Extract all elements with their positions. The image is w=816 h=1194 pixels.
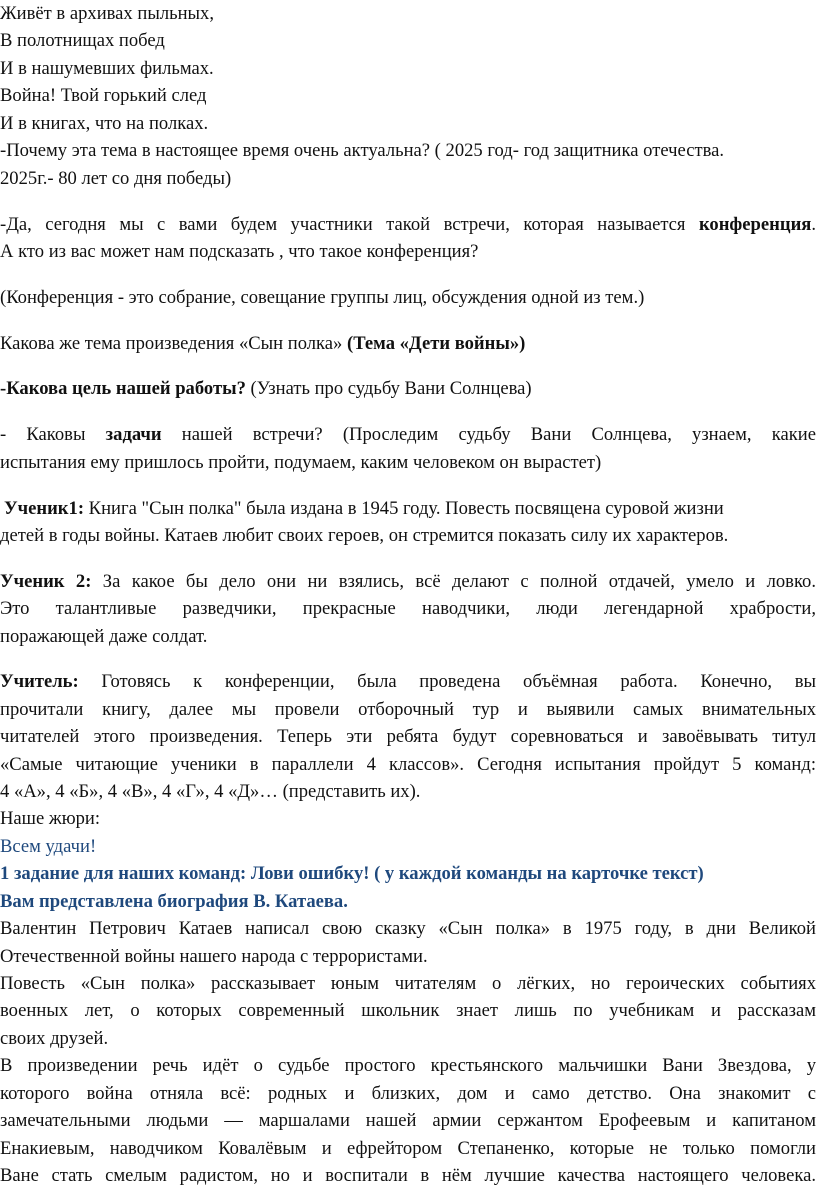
conference-paragraph-line	[0, 211, 816, 238]
bio-line: которого война отняла всё: родных и близких, дом и само детство. Она знакомит с	[0, 1083, 816, 1104]
bio-line: Повесть «Сын полка» рассказывает юным читателям о лёгких, но героических событиях	[0, 973, 816, 994]
student1-text: Книга "Сын полка" была издана в 1945 году. Повесть посвящена суровой жизни	[84, 498, 724, 519]
poem-line: Война! Твой горький след	[0, 85, 207, 106]
teacher-paragraph-line	[0, 668, 816, 695]
conference-definition: (Конференция - это собрание, совещание группы лиц, обсуждения одной из тем.)	[0, 287, 645, 308]
bio-line: своих друзей.	[0, 1028, 109, 1049]
teacher-text: Готовясь к конференции, была проведена объёмная работа. Конечно, вы	[78, 671, 816, 692]
task1-heading-text: 1 задание для наших команд: Лови ошибку! ( у каждой команды на карточке текст)	[0, 863, 704, 884]
bio-line: Енакиевым, наводчиком Ковалёвым и ефрейтором Степаненко, которые не только помогли	[0, 1138, 816, 1159]
tasks-text: - Каковы	[0, 424, 106, 445]
relevance-question-line: 2025г.- 80 лет со дня победы)	[0, 168, 232, 189]
student2-paragraph-line: поражающей даже солдат.	[0, 626, 208, 647]
student2-label: Ученик 2:	[0, 571, 92, 592]
goal-answer: (Узнать про судьбу Вани Солнцева)	[245, 378, 532, 399]
poem-line: В полотнищах побед	[0, 30, 165, 51]
student2-paragraph-line	[0, 568, 816, 595]
bio-line: военных лет, о которых современный школьник знает лишь по учебникам и рассказам	[0, 1000, 816, 1021]
teacher-paragraph-line: прочитали книгу, далее мы провели отборочный тур и выявили самых внимательных	[0, 699, 816, 720]
teacher-paragraph-line: читателей этого произведения. Теперь эти ребята будут соревноваться и завоёвывать титул	[0, 726, 816, 747]
conference-paragraph-line: А кто из вас может нам подсказать , что такое конференция?	[0, 241, 479, 262]
conference-text: .	[811, 214, 816, 235]
tasks-text: нашей встречи? (Проследим судьбу Вани Солнцева, узнаем, какие	[161, 424, 816, 445]
student1-paragraph-line	[4, 495, 816, 522]
conference-text: -Да, сегодня мы с вами будем участники такой встречи, которая называется	[0, 214, 699, 235]
student1-paragraph-line: детей в годы войны. Катаев любит своих героев, он стремится показать силу их характеров.	[0, 525, 729, 546]
task1-heading-line	[0, 888, 816, 915]
goal-question	[0, 375, 816, 402]
relevance-question-line: -Почему эта тема в настоящее время очень актуальна? ( 2025 год- год защитника отечества.	[0, 140, 725, 161]
tasks-paragraph-line: испытания ему пришлось пройти, подумаем, каким человеком он вырастет)	[0, 452, 602, 473]
poem-line: И в книгах, что на полках.	[0, 113, 209, 134]
bio-line: замечательными людьми — маршалами нашей армии сержантом Ерофеевым и капитаном	[0, 1110, 816, 1131]
poem-line: И в нашумевших фильмах.	[0, 58, 214, 79]
theme-text: Какова же тема произведения «Сын полка»	[0, 333, 348, 354]
teacher-paragraph-line: 4 «А», 4 «Б», 4 «В», 4 «Г», 4 «Д»… (представить их).	[0, 781, 421, 802]
teacher-paragraph-line: «Самые читающие ученики в параллели 4 классов». Сегодня испытания пройдут 5 команд:	[0, 754, 816, 775]
tasks-paragraph-line	[0, 421, 816, 448]
bio-line: Ване стать смелым радистом, но и воспитали в нём лучшие качества настоящего человека.	[0, 1165, 816, 1186]
poem-line: Живёт в архивах пыльных,	[0, 3, 214, 24]
theme-question	[0, 330, 816, 357]
theme-answer: (Тема «Дети войны»)	[347, 333, 526, 354]
good-luck-text: Всем удачи!	[0, 836, 97, 857]
task1-heading-text: Вам представлена биография В. Катаева.	[0, 891, 348, 912]
jury-label: Наше жюри:	[0, 808, 101, 829]
bio-line: Отечественной войны нашего народа с террористами.	[0, 946, 428, 967]
student2-text: За какое бы дело они ни взялись, всё делают с полной отдачей, умело и ловко.	[91, 571, 816, 592]
tasks-keyword: задачи	[105, 424, 162, 445]
bio-line: Валентин Петрович Катаев написал свою сказку «Сын полка» в 1975 году, в дни Великой	[0, 918, 816, 939]
teacher-label: Учитель:	[0, 671, 79, 692]
bio-line: В произведении речь идёт о судьбе простого крестьянского мальчишки Вани Звездова, у	[0, 1055, 816, 1076]
student2-paragraph-line: Это талантливые разведчики, прекрасные наводчики, люди легендарной храбрости,	[0, 598, 816, 619]
student1-label: Ученик1:	[4, 498, 85, 519]
conference-keyword: конференция	[698, 214, 812, 235]
goal-label: -Какова цель нашей работы?	[0, 378, 246, 399]
task1-heading-line	[0, 860, 816, 887]
